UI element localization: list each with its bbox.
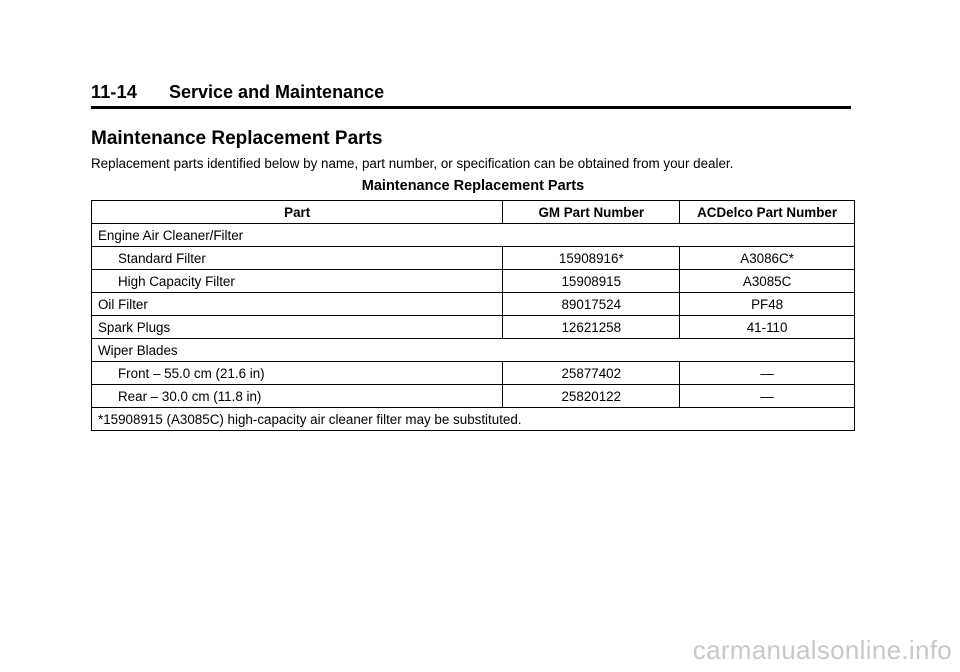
part-name: Oil Filter — [92, 293, 503, 316]
chapter-title: Service and Maintenance — [169, 82, 385, 102]
watermark: carmanualsonline.info — [692, 635, 952, 665]
acdelco-part-number: — — [680, 385, 855, 408]
table-row — [92, 293, 855, 316]
gm-part-number: 25820122 — [503, 385, 680, 408]
column-header-gm-part-number: GM Part Number — [503, 201, 680, 224]
gm-part-number: 12621258 — [503, 316, 680, 339]
column-header-acdelco-part-number: ACDelco Part Number — [680, 201, 855, 224]
table-header-row — [92, 201, 855, 224]
page-number: 11-14 — [91, 82, 138, 102]
part-name: Front – 55.0 cm (21.6 in) — [92, 362, 503, 385]
table-row — [92, 316, 855, 339]
parts-table — [91, 200, 855, 431]
gm-part-number: 15908915 — [503, 270, 680, 293]
acdelco-part-number: A3086C* — [680, 247, 855, 270]
table-row — [92, 270, 855, 293]
acdelco-part-number: — — [680, 362, 855, 385]
intro-text: Replacement parts identified below by name, part number, or specification can be obtained from your dealer. — [91, 156, 734, 171]
section-title: Maintenance Replacement Parts — [91, 128, 383, 149]
gm-part-number: 15908916* — [503, 247, 680, 270]
acdelco-part-number: 41-110 — [680, 316, 855, 339]
acdelco-part-number: A3085C — [680, 270, 855, 293]
page-header — [91, 80, 851, 109]
column-header-part: Part — [92, 201, 503, 224]
gm-part-number: 25877402 — [503, 362, 680, 385]
table-caption: Maintenance Replacement Parts — [361, 178, 585, 194]
gm-part-number: 89017524 — [503, 293, 680, 316]
table-row — [92, 224, 855, 247]
table-row — [92, 247, 855, 270]
part-name: Standard Filter — [92, 247, 503, 270]
table-row — [92, 339, 855, 362]
group-label: Engine Air Cleaner/Filter — [92, 224, 855, 247]
part-name: Spark Plugs — [92, 316, 503, 339]
group-label: Wiper Blades — [92, 339, 855, 362]
part-name: Rear – 30.0 cm (11.8 in) — [92, 385, 503, 408]
table-row — [92, 385, 855, 408]
acdelco-part-number: PF48 — [680, 293, 855, 316]
table-row — [92, 362, 855, 385]
part-name: High Capacity Filter — [92, 270, 503, 293]
table-footnote: *15908915 (A3085C) high-capacity air cleaner filter may be substituted. — [92, 408, 855, 431]
table-footnote-row — [92, 408, 855, 431]
